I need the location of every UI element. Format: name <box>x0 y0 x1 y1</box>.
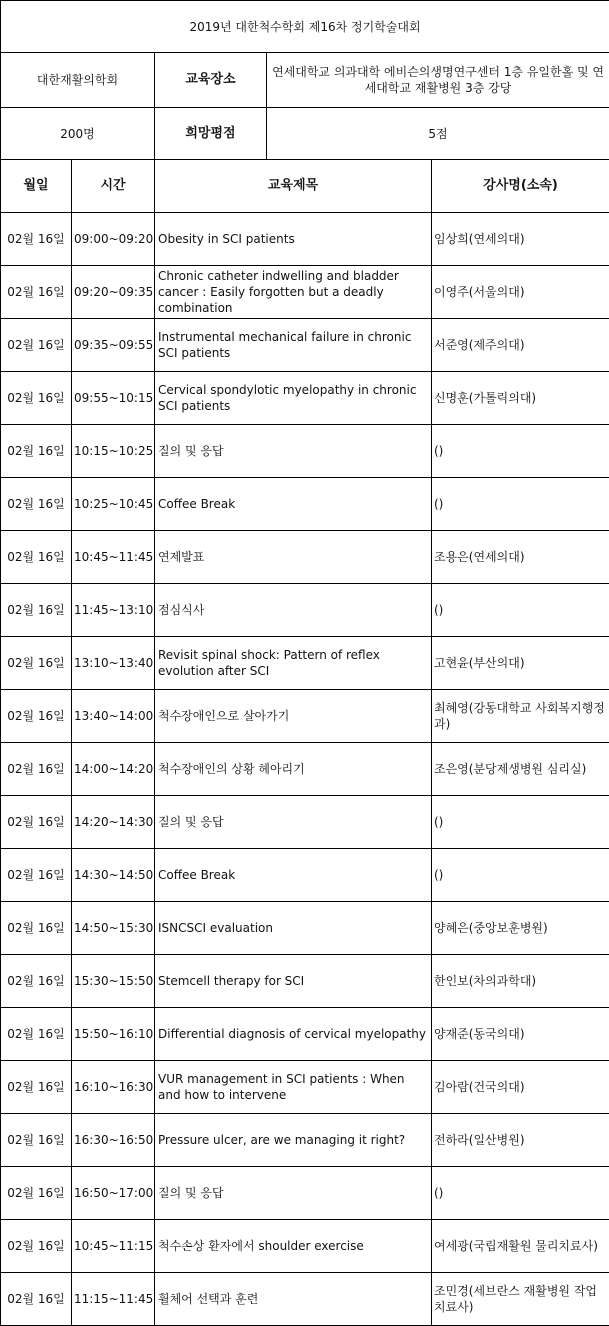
time-cell: 13:40~14:00 <box>72 690 155 743</box>
table-row <box>1 637 609 690</box>
topic-cell: VUR management in SCI patients : When and how to intervene <box>155 1061 432 1114</box>
lecturer-cell: 한인보(차의과학대) <box>432 955 609 1008</box>
column-header-topic: 교육제목 <box>155 160 432 213</box>
rating-value: 5점 <box>267 108 609 160</box>
topic-cell: 질의 및 응답 <box>155 425 432 478</box>
lecturer-cell: 조은영(분당제생병원 심리실) <box>432 743 609 796</box>
table-row <box>1 266 609 319</box>
date-cell: 02월 16일 <box>1 955 72 1008</box>
table-row <box>1 1114 609 1167</box>
place-value: 연세대학교 의과대학 에비슨의생명연구센터 1층 유일한홀 및 연세대학교 재활병원 3층 강당 <box>267 53 609 108</box>
time-cell: 09:20~09:35 <box>72 266 155 319</box>
lecturer-cell: 고현윤(부산의대) <box>432 637 609 690</box>
time-cell: 10:15~10:25 <box>72 425 155 478</box>
table-row <box>1 902 609 955</box>
time-cell: 14:50~15:30 <box>72 902 155 955</box>
topic-cell: Stemcell therapy for SCI <box>155 955 432 1008</box>
table-row <box>1 849 609 902</box>
time-cell: 09:00~09:20 <box>72 213 155 266</box>
time-cell: 15:30~15:50 <box>72 955 155 1008</box>
table-row <box>1 531 609 584</box>
date-cell: 02월 16일 <box>1 690 72 743</box>
lecturer-cell: 김아람(건국의대) <box>432 1061 609 1114</box>
lecturer-cell: 최혜영(강동대학교 사회복지행정과) <box>432 690 609 743</box>
lecturer-cell: 신명훈(가톨릭의대) <box>432 372 609 425</box>
date-cell: 02월 16일 <box>1 1008 72 1061</box>
time-cell: 14:30~14:50 <box>72 849 155 902</box>
info-row-place <box>1 53 609 108</box>
column-header-time: 시간 <box>72 160 155 213</box>
date-cell: 02월 16일 <box>1 1273 72 1326</box>
page-title: 2019년 대한척수학회 제16차 정기학술대회 <box>1 1 609 53</box>
lecturer-cell: () <box>432 425 609 478</box>
place-label: 교육장소 <box>155 53 267 108</box>
topic-cell: Chronic catheter indwelling and bladder cancer : Easily forgotten but a deadly combination <box>155 266 432 319</box>
attendees-cell: 200명 <box>1 108 155 160</box>
date-cell: 02월 16일 <box>1 849 72 902</box>
rating-label: 희망평점 <box>155 108 267 160</box>
table-row <box>1 1167 609 1220</box>
topic-cell: Differential diagnosis of cervical myelopathy <box>155 1008 432 1061</box>
table-row <box>1 319 609 372</box>
lecturer-cell: () <box>432 584 609 637</box>
table-row <box>1 690 609 743</box>
column-header-lecturer: 강사명(소속) <box>432 160 609 213</box>
date-cell: 02월 16일 <box>1 1220 72 1273</box>
date-cell: 02월 16일 <box>1 213 72 266</box>
time-cell: 15:50~16:10 <box>72 1008 155 1061</box>
organizer-cell: 대한재활의학회 <box>1 53 155 108</box>
topic-cell: 척수장애인의 상황 헤아리기 <box>155 743 432 796</box>
date-cell: 02월 16일 <box>1 796 72 849</box>
title-row <box>1 1 609 53</box>
date-cell: 02월 16일 <box>1 1061 72 1114</box>
topic-cell: 척수장애인으로 살아가기 <box>155 690 432 743</box>
topic-cell: 질의 및 응답 <box>155 796 432 849</box>
header-row <box>1 160 609 213</box>
date-cell: 02월 16일 <box>1 319 72 372</box>
lecturer-cell: () <box>432 1167 609 1220</box>
table-row <box>1 1061 609 1114</box>
time-cell: 14:20~14:30 <box>72 796 155 849</box>
time-cell: 09:35~09:55 <box>72 319 155 372</box>
table-row <box>1 796 609 849</box>
date-cell: 02월 16일 <box>1 1167 72 1220</box>
date-cell: 02월 16일 <box>1 478 72 531</box>
topic-cell: Coffee Break <box>155 849 432 902</box>
table-row <box>1 213 609 266</box>
topic-cell: Obesity in SCI patients <box>155 213 432 266</box>
time-cell: 16:30~16:50 <box>72 1114 155 1167</box>
lecturer-cell: 임상희(연세의대) <box>432 213 609 266</box>
time-cell: 10:45~11:15 <box>72 1220 155 1273</box>
time-cell: 09:55~10:15 <box>72 372 155 425</box>
table-row <box>1 1008 609 1061</box>
topic-cell: Cervical spondylotic myelopathy in chronic SCI patients <box>155 372 432 425</box>
topic-cell: 휠체어 선택과 훈련 <box>155 1273 432 1326</box>
date-cell: 02월 16일 <box>1 531 72 584</box>
lecturer-cell: 서준영(제주의대) <box>432 319 609 372</box>
date-cell: 02월 16일 <box>1 637 72 690</box>
topic-cell: Coffee Break <box>155 478 432 531</box>
table-row <box>1 955 609 1008</box>
date-cell: 02월 16일 <box>1 584 72 637</box>
column-header-date: 월일 <box>1 160 72 213</box>
lecturer-cell: 여세광(국립재활원 물리치료사) <box>432 1220 609 1273</box>
date-cell: 02월 16일 <box>1 743 72 796</box>
topic-cell: 척수손상 환자에서 shoulder exercise <box>155 1220 432 1273</box>
time-cell: 16:10~16:30 <box>72 1061 155 1114</box>
date-cell: 02월 16일 <box>1 425 72 478</box>
lecturer-cell: () <box>432 796 609 849</box>
lecturer-cell: 양혜은(중앙보훈병원) <box>432 902 609 955</box>
date-cell: 02월 16일 <box>1 902 72 955</box>
time-cell: 14:00~14:20 <box>72 743 155 796</box>
topic-cell: Pressure ulcer, are we managing it right? <box>155 1114 432 1167</box>
date-cell: 02월 16일 <box>1 372 72 425</box>
table-row <box>1 1273 609 1326</box>
lecturer-cell: 전하라(일산병원) <box>432 1114 609 1167</box>
lecturer-cell: 이영주(서울의대) <box>432 266 609 319</box>
time-cell: 10:45~11:45 <box>72 531 155 584</box>
lecturer-cell: () <box>432 849 609 902</box>
lecturer-cell: 양재준(동국의대) <box>432 1008 609 1061</box>
topic-cell: Instrumental mechanical failure in chronic SCI patients <box>155 319 432 372</box>
time-cell: 11:45~13:10 <box>72 584 155 637</box>
topic-cell: 연제발표 <box>155 531 432 584</box>
lecturer-cell: 조용은(연세의대) <box>432 531 609 584</box>
time-cell: 11:15~11:45 <box>72 1273 155 1326</box>
table-row <box>1 372 609 425</box>
lecturer-cell: 조민경(세브란스 재활병원 작업치료사) <box>432 1273 609 1326</box>
date-cell: 02월 16일 <box>1 266 72 319</box>
table-row <box>1 584 609 637</box>
time-cell: 10:25~10:45 <box>72 478 155 531</box>
topic-cell: ISNCSCI evaluation <box>155 902 432 955</box>
table-row <box>1 478 609 531</box>
table-row <box>1 1220 609 1273</box>
topic-cell: 점심식사 <box>155 584 432 637</box>
date-cell: 02월 16일 <box>1 1114 72 1167</box>
topic-cell: Revisit spinal shock: Pattern of reflex evolution after SCI <box>155 637 432 690</box>
lecturer-cell: () <box>432 478 609 531</box>
time-cell: 16:50~17:00 <box>72 1167 155 1220</box>
table-row <box>1 425 609 478</box>
topic-cell: 질의 및 응답 <box>155 1167 432 1220</box>
time-cell: 13:10~13:40 <box>72 637 155 690</box>
table-row <box>1 743 609 796</box>
info-row-rating <box>1 108 609 160</box>
